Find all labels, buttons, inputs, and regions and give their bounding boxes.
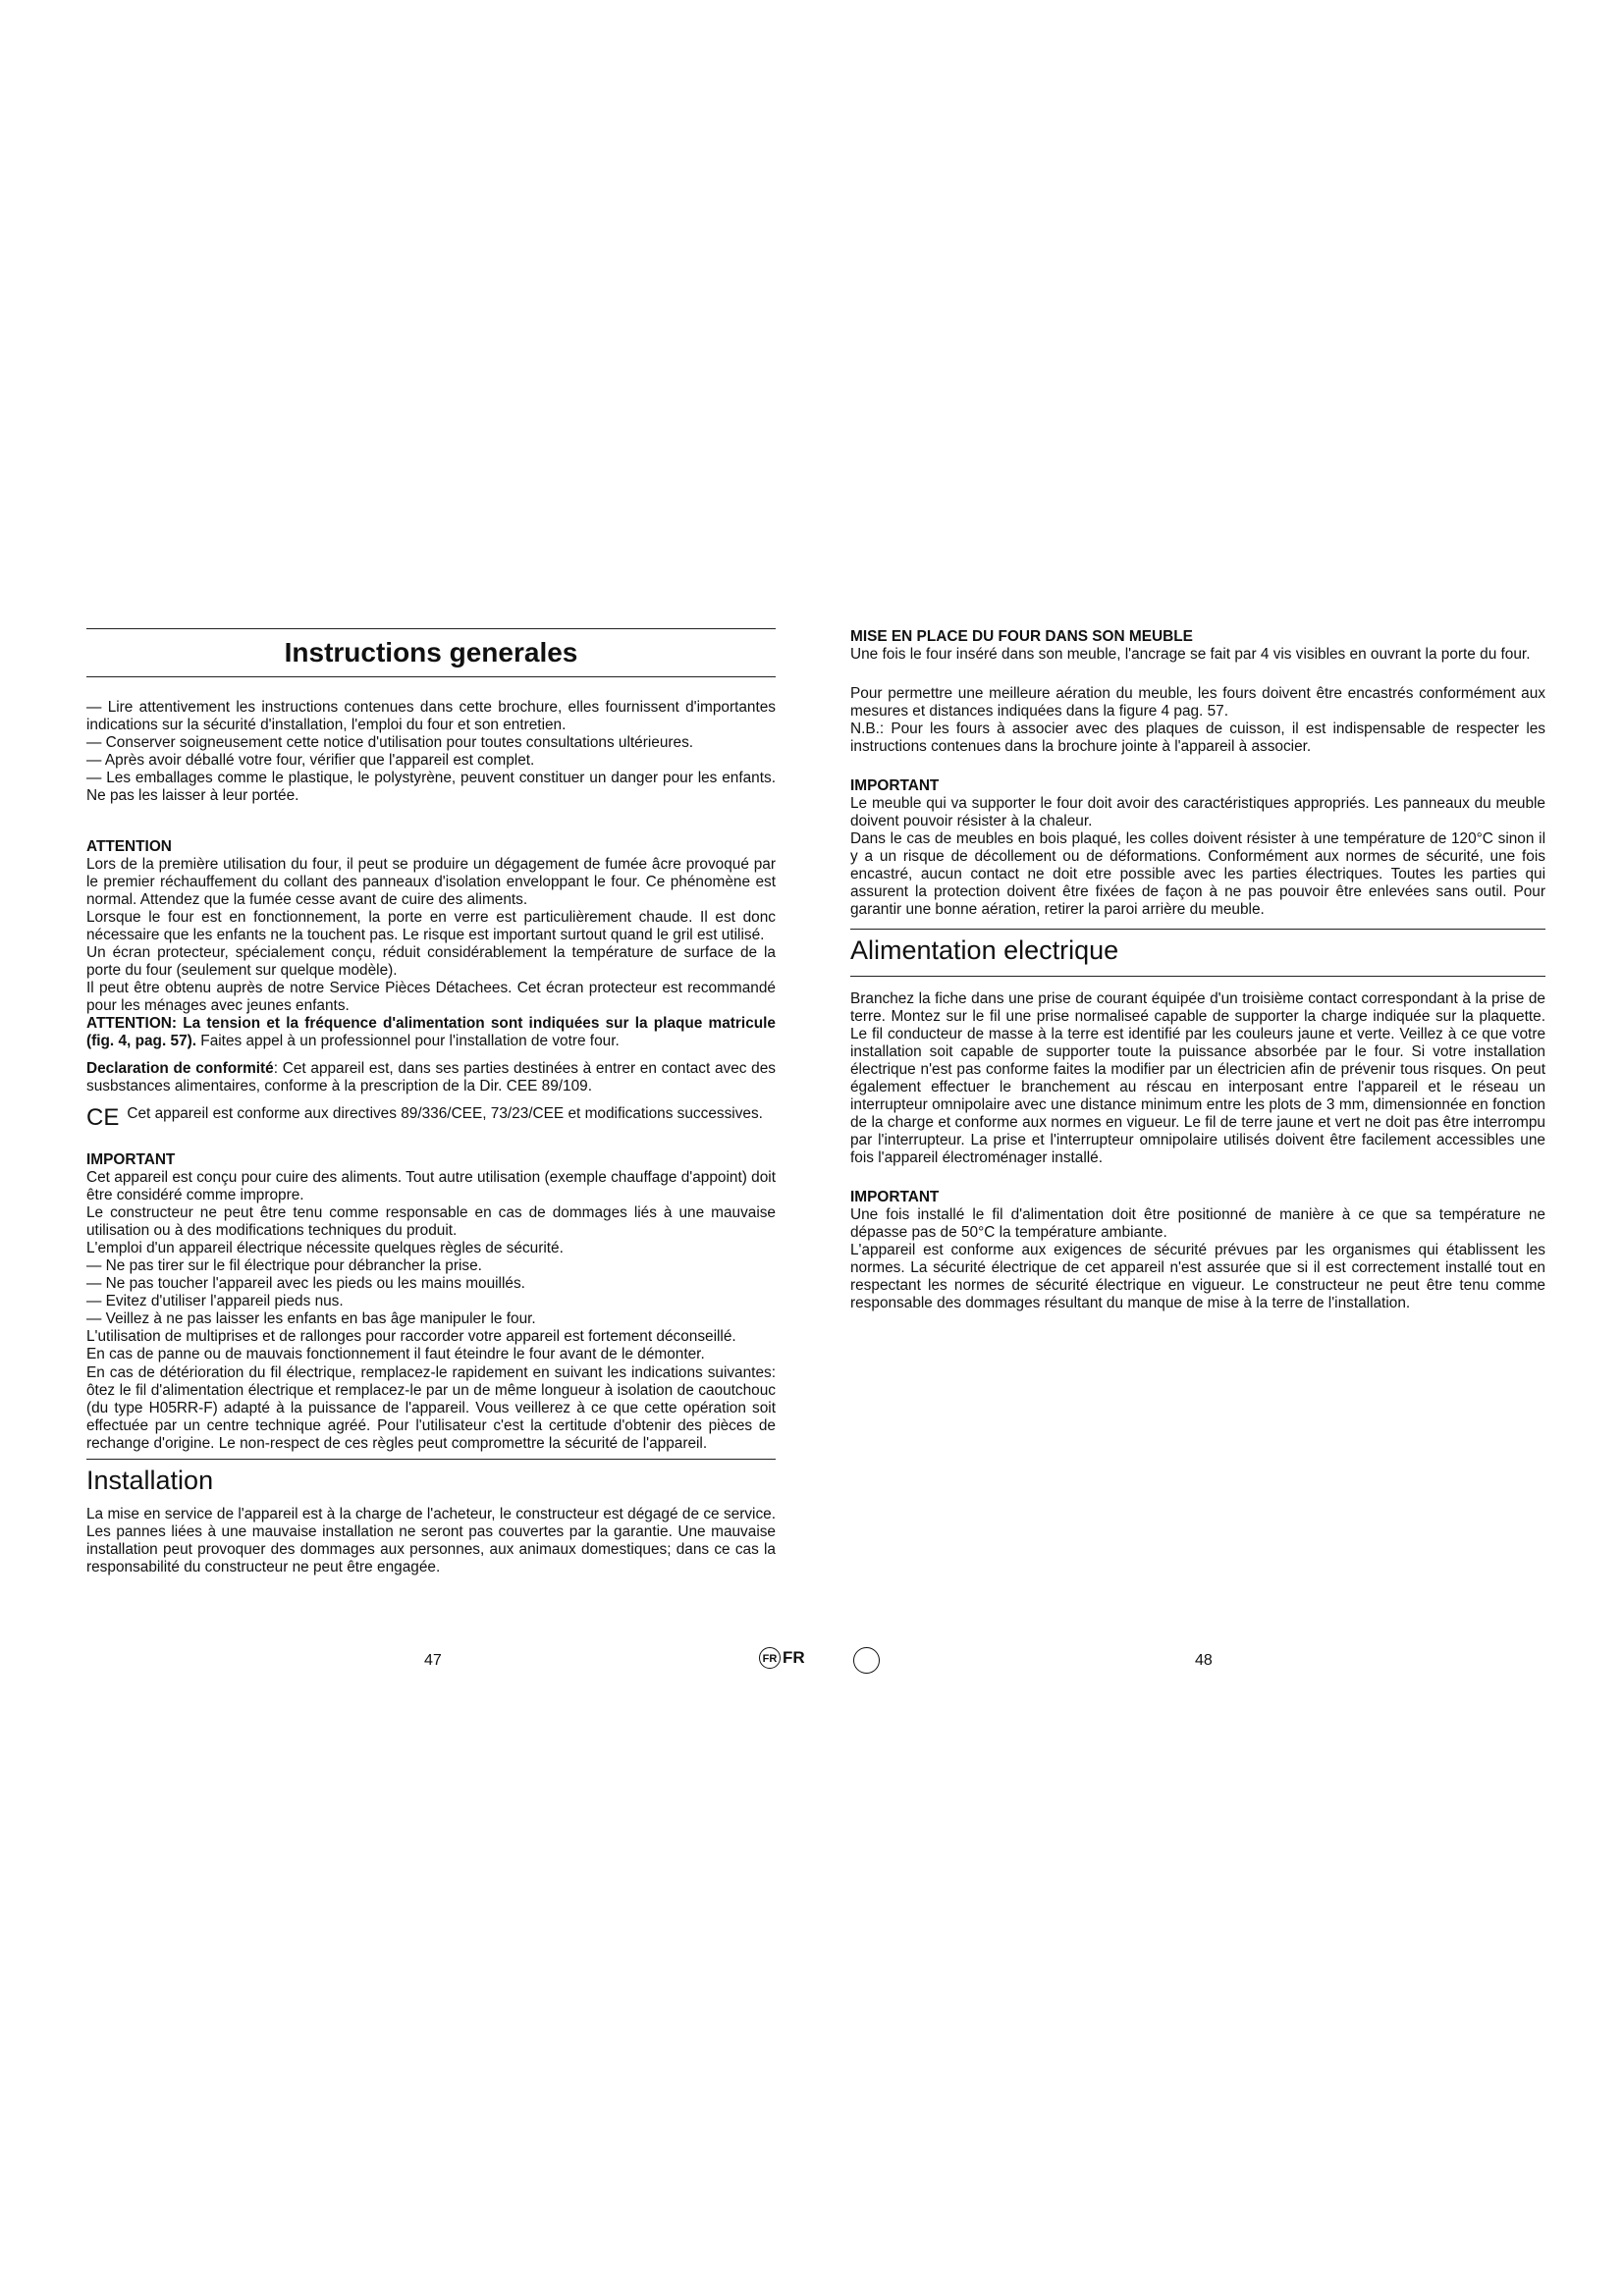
important-line: — Evitez d'utiliser l'appareil pieds nus. [86, 1293, 344, 1310]
language-marker [759, 1647, 805, 1669]
mise-heading: MISE EN PLACE DU FOUR DANS SON MEUBLE [850, 628, 1193, 645]
intro-item: — Après avoir déballé votre four, vérifier que l'appareil est complet. [86, 752, 535, 770]
attention-heading: ATTENTION [86, 838, 172, 856]
important-line: En cas de détérioration du fil électrique, remplacez-le rapidement en suivant les indications suivantes: ôtez le fil d'alimentation électrique et remplacez-le par un de même longueur à isolation de caoutchouc (du type H05RR-F) adapté à la puissance de l'appareil. Vous veillerez à ce que cette opération soit effectuée par un centre technique agréé. Pour l'utilisateur c'est la certitude d'obtenir des pièces de rechange d'origine. Le non-respect de ces règles peut compromettre la sécurité de l'appareil. [86, 1363, 776, 1452]
attention-paragraph: Lorsque le four est en fonctionnement, la porte en verre est particulièrement chaude. Il est donc nécessaire que les enfants ne la touchent pas. Le risque est important surtout quand le gril est utilisé. [86, 909, 776, 944]
important1-line: Le meuble qui va supporter le four doit avoir des caractéristiques appropriés. Les panneaux du meuble doivent pouvoir résister à la chaleur. [850, 795, 1545, 830]
important-heading: IMPORTANT [86, 1151, 176, 1169]
alim-rule [850, 929, 1545, 930]
important1-heading: IMPORTANT [850, 777, 940, 795]
attention-paragraph: Un écran protecteur, spécialement conçu, réduit considérablement la température de surface de la porte du four (seulement sur quelque modèle). [86, 944, 776, 980]
language-label: FR [783, 1648, 805, 1667]
intro-item: — Les emballages comme le plastique, le polystyrène, peuvent constituer un danger pour les enfants. Ne pas les laisser à leur portée. [86, 770, 776, 805]
intro-item: — Conserver soigneusement cette notice d'utilisation pour toutes consultations ultérieures. [86, 734, 694, 752]
installation-text: La mise en service de l'appareil est à la charge de l'acheteur, le constructeur est dégagé de ce service. Les pannes liées à une mauvaise installation ne seront pas couvertes par la garantie. Une mauvaise installation peut provoquer des dommages aux personnes, aux animaux domestiques; dans ce cas la responsabilité du constructeur ne peut être engagée. [86, 1505, 776, 1575]
important-line: L'utilisation de multiprises et de rallonges pour raccorder votre appareil est fortement déconseillé. [86, 1328, 736, 1346]
title-top-rule [86, 628, 776, 629]
attention-paragraph: Il peut être obtenu auprès de notre Service Pièces Détachees. Cet écran protecteur est recommandé pour les ménages avec jeunes enfants. [86, 980, 776, 1015]
installation-title: Installation [86, 1465, 214, 1495]
mise-text: Une fois le four inséré dans son meuble, l'ancrage se fait par 4 vis visibles en ouvrant la porte du four. [850, 646, 1531, 664]
important-line: — Ne pas toucher l'appareil avec les pieds ou les mains mouillés. [86, 1275, 525, 1293]
important-line: — Veillez à ne pas laisser les enfants en bas âge manipuler le four. [86, 1310, 536, 1328]
important2-line: Une fois installé le fil d'alimentation doit être positionné de manière à ce que sa température ne dépasse pas de 50°C la température ambiante. [850, 1206, 1545, 1242]
installation-rule [86, 1459, 776, 1460]
tension-paragraph [86, 1015, 776, 1050]
tension-rest: Faites appel à un professionnel pour l'installation de votre four. [196, 1033, 620, 1050]
ce-text: Cet appareil est conforme aux directives 89/336/CEE, 73/23/CEE et modifications successives. [127, 1105, 763, 1123]
important-line: Le constructeur ne peut être tenu comme responsable en cas de dommages liés à une mauvaise utilisation ou à des modifications techniques du produit. [86, 1204, 776, 1240]
conformite-bold: Declaration de conformité [86, 1060, 274, 1078]
important1-line: Dans le cas de meubles en bois plaqué, les colles doivent résister à une température de 120°C sinon il y a un risque de décollement ou de déformations. Conformément aux normes de sécurité, une fois encastré, aucun contact ne doit etre possible avec les parties électriques. Toutes les parties qui assurent la protection doivent être fixées de façon à ne pas pouvoir être enlevées sans outil. Pour garantir une bonne aération, retirer la paroi arrière du meuble. [850, 830, 1545, 919]
important-line: — Ne pas tirer sur le fil électrique pour débrancher la prise. [86, 1257, 482, 1275]
intro-item: — Lire attentivement les instructions contenues dans cette brochure, elles fournissent d'importantes indications sur la sécurité d'installation, l'emploi du four et son entretien. [86, 699, 776, 734]
conformite-rest: : Cet appareil est, dans ses parties destinées à entrer en contact avec des susbstances alimentaires, conforme à la prescription de la Dir. CEE 89/109. [86, 1060, 776, 1095]
important2-heading: IMPORTANT [850, 1189, 940, 1206]
important-line: En cas de panne ou de mauvais fonctionnement il faut éteindre le four avant de le démonter. [86, 1346, 705, 1363]
important-line: Cet appareil est conçu pour cuire des aliments. Tout autre utilisation (exemple chauffage d'appoint) doit être considéré comme impropre. [86, 1169, 776, 1204]
alim-text: Branchez la fiche dans une prise de courant équipée d'un troisième contact correspondant à la prise de terre. Montez sur le fil une prise normaliseé capable de supporter la charge indiquée sur la plaquette. Le fil conducteur de masse à la terre est identifié par les couleurs jaune et verte. Veillez à ce que votre installation soit capable de supporter toute la puissance absorbée par le four. Si votre installation électrique n'est pas conforme faites la modifier par un électricien afin de prévenir tous risques. On peut également effectuer le branchement au réscau en interposant entre l'appareil et le réseau un interrupteur omnipolaire avec une distance minimum entre les plots de 3 mm, dimensionnée en fonction de la charge et conforme aux normes en vigueur. Le fil de terre jaune et vert ne doit pas être interrompu par l'interrupteur. La prise et l'interrupteur omnipolaire utilisés doivent être facilement accessibles une fois l'appareil électroménager installé. [850, 990, 1545, 1167]
conformite-paragraph [86, 1060, 776, 1095]
ce-row [86, 1105, 776, 1130]
aeration-text: Pour permettre une meilleure aération du meuble, les fours doivent être encastrés conformément aux mesures et distances indiquées dans la figure 4 pag. 57. [850, 685, 1545, 721]
alim-title: Alimentation electrique [850, 935, 1119, 966]
page-number-left: 47 [424, 1652, 442, 1669]
page-title: Instructions generales [284, 637, 578, 667]
page-number-right: 48 [1195, 1652, 1213, 1669]
attention-paragraph: Lors de la première utilisation du four, il peut se produire un dégagement de fumée âcre provoqué par le premier réchauffement du collant des panneaux d'isolation enveloppant le four. Ce phénomène est normal. Attendez que la fumée cesse avant de cuire des aliments. [86, 856, 776, 909]
important-line: L'emploi d'un appareil électrique nécessite quelques règles de sécurité. [86, 1240, 564, 1257]
tension-bold: ATTENTION: La tension et la fréquence d'alimentation sont indiquées sur la plaque matricule (fig. 4, pag. 57). [86, 1015, 776, 1050]
left-column [86, 628, 776, 1576]
alim-bottom-rule [850, 976, 1545, 977]
important2-line: L'appareil est conforme aux exigences de sécurité prévues par les organismes qui établissent les normes. La sécurité électrique de cet appareil n'est assurée que si il est correctement installé tout en respectant les normes de sécurité électrique en vigueur. Le constructeur ne peut être tenu comme responsable des dommages résultant du manque de mise à la terre de l'installation. [850, 1242, 1545, 1312]
language-badge-icon: FR [759, 1647, 781, 1669]
empty-circle-icon [853, 1647, 880, 1674]
ce-mark-icon: CE [86, 1104, 120, 1132]
right-column [850, 628, 1545, 1312]
nb-text: N.B.: Pour les fours à associer avec des plaques de cuisson, il est indispensable de respecter les instructions contenues dans la brochure jointe à l'appareil à associer. [850, 721, 1545, 756]
